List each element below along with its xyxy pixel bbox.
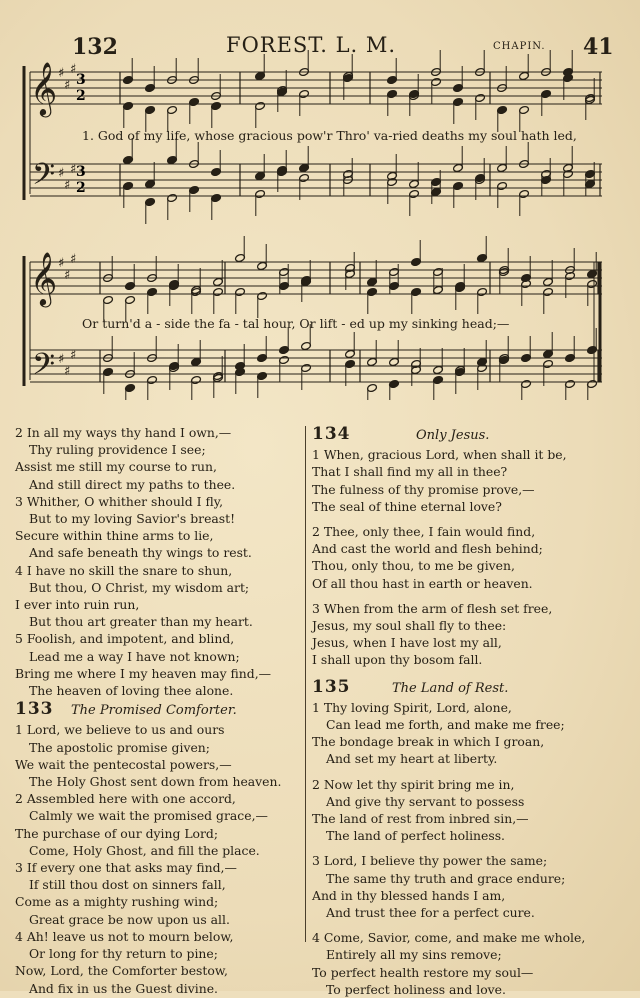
hymn-135-heading	[312, 676, 627, 697]
verse-line: Assist me still my course to run,	[15, 459, 217, 475]
hymn-title: The Land of Rest.	[392, 680, 509, 696]
hymn-134-verses	[312, 446, 627, 668]
page-number: 41	[583, 34, 614, 60]
verse-line: But to my loving Savior's breast!	[29, 511, 236, 527]
sharp-sign: ♯	[64, 364, 71, 379]
verse-line: 2 In all my ways thy hand I own,—	[15, 425, 232, 440]
column-divider	[305, 426, 306, 942]
verse-line: The bondage break in which I groan,	[312, 734, 545, 750]
lyric-line-2: Or turn'd a - side the fa - tal hour, Or lift - ed up my sinking head;—	[82, 316, 510, 331]
lyric-line-1: 1. God of my life, whose gracious pow'r Thro' va-ried deaths my soul hath led,	[82, 128, 577, 143]
verse-2	[312, 776, 627, 845]
verse-line: We wait the pentecostal powers,—	[15, 756, 232, 772]
sharp-sign: ♯	[58, 352, 65, 367]
verse-line: 1 Lord, we believe to us and ours	[15, 722, 225, 738]
verse-line: Jesus, when I have lost my all,	[312, 635, 502, 651]
verse-line: And cast the world and flesh behind;	[312, 541, 543, 557]
verse-line: Come, Holy Ghost, and fill the place.	[29, 842, 260, 858]
music-notation	[0, 0, 640, 400]
verse-5	[15, 630, 300, 699]
sharp-sign: ♯	[64, 178, 71, 193]
verse-3	[312, 852, 627, 921]
verse-line: 5 Foolish, and impotent, and blind,	[15, 631, 235, 647]
treble-clef-1: 𝄞	[30, 61, 58, 115]
verse-line: Bring me where I my heaven may find,—	[15, 665, 272, 681]
verse-line: Come as a mighty rushing wind;	[15, 894, 219, 910]
verse-line: 1 Thy loving Spirit, Lord, alone,	[312, 699, 512, 715]
sharp-sign: ♯	[58, 166, 65, 181]
sharp-sign: ♯	[70, 348, 77, 363]
verse-line: The apostolic promise given;	[29, 739, 210, 755]
verse-line: The fulness of thy promise prove,—	[312, 481, 535, 497]
tune-title: FOREST. L. M.	[226, 33, 397, 57]
verse-line: Thou, only thou, to me be given,	[312, 558, 515, 574]
verse-line: The Holy Ghost sent down from heaven.	[29, 774, 282, 790]
staff-lines	[30, 72, 602, 382]
hymn-number: 135	[312, 676, 351, 697]
verse-line: And safe beneath thy wings to rest.	[29, 545, 252, 561]
sharp-sign: ♯	[70, 62, 77, 77]
verse-line: The purchase of our dying Lord;	[15, 825, 219, 841]
verse-line: The seal of thine eternal love?	[312, 498, 502, 514]
verse-line: 3 If every one that asks may find,—	[15, 860, 237, 876]
verse-line: Or long for thy return to pine;	[29, 946, 218, 962]
verse-line: Lead me a way I have not known;	[29, 648, 240, 664]
verse-2	[312, 523, 627, 592]
verse-line: Calmly we wait the promised grace,—	[29, 808, 268, 824]
verse-line: The same thy truth and grace endure;	[326, 870, 566, 886]
verse-2	[15, 424, 300, 493]
composer-name: CHAPIN.	[493, 41, 546, 52]
verse-line: That I shall find my all in thee?	[312, 464, 508, 480]
verse-1	[312, 446, 627, 515]
hymn-number: 133	[15, 699, 54, 720]
verse-line: And fix in us the Guest divine.	[29, 980, 218, 996]
verse-line: 1 When, gracious Lord, when shall it be,	[312, 447, 567, 463]
hymn-134-heading	[312, 426, 627, 444]
verse-3	[312, 600, 627, 669]
sharp-sign: ♯	[58, 66, 65, 81]
hymn-number-132: 132	[72, 34, 118, 60]
hymn-133-verses	[15, 721, 300, 996]
verse-2	[15, 790, 300, 859]
right-column	[312, 424, 627, 998]
sharp-sign: ♯	[58, 256, 65, 271]
bass-clef-1: 𝄢	[32, 158, 56, 199]
hymn-135-verses	[312, 699, 627, 998]
treble-clef-2: 𝄞	[30, 251, 58, 305]
verse-line: Entirely all my sins remove;	[326, 947, 502, 963]
verse-line: The land of perfect holiness.	[326, 828, 505, 844]
hymn-title: Only Jesus.	[416, 428, 490, 443]
verse-line: If still thou dost on sinners fall,	[29, 877, 226, 893]
verse-line: 2 Assembled here with one accord,	[15, 791, 236, 807]
verse-line: 4 Ah! leave us not to mourn below,	[15, 928, 234, 944]
left-column	[15, 424, 300, 997]
time-sig-top-bass: 3	[76, 164, 86, 180]
verse-4	[15, 928, 300, 997]
time-sig-top-treble: 3	[76, 72, 86, 88]
time-sig-bottom-bass: 2	[76, 180, 86, 196]
verse-line: I shall upon thy bosom fall.	[312, 652, 483, 668]
verse-line: And trust thee for a perfect cure.	[326, 905, 535, 921]
verse-3	[15, 493, 300, 562]
sharp-sign: ♯	[70, 162, 77, 177]
verse-line: 2 Thee, only thee, I fain would find,	[312, 524, 536, 540]
verse-line: And in thy blessed hands I am,	[312, 887, 506, 903]
verse-line: Of all thou hast in earth or heaven.	[312, 575, 533, 591]
verse-line: Now, Lord, the Comforter bestow,	[15, 963, 228, 979]
hymn-132-verses	[15, 424, 300, 699]
verse-line: Jesus, my soul shall fly to thee:	[312, 618, 507, 634]
verse-line: To perfect health restore my soul—	[312, 964, 534, 980]
verse-4	[15, 562, 300, 631]
verse-line: 2 Now let thy spirit bring me in,	[312, 776, 515, 792]
verse-line: Secure within thine arms to lie,	[15, 528, 214, 544]
sharp-sign: ♯	[64, 268, 71, 283]
verse-line: But thou art greater than my heart.	[29, 614, 253, 630]
hymn-title: The Promised Comforter.	[71, 703, 237, 719]
verse-line: The heaven of loving thee alone.	[29, 683, 234, 699]
bass-clef-2: 𝄢	[32, 348, 56, 389]
barlines	[24, 66, 600, 386]
verse-line: 3 Whither, O whither should I fly,	[15, 493, 224, 509]
verse-line: Great grace be now upon us all.	[29, 911, 230, 927]
verse-line: To perfect holiness and love.	[326, 981, 506, 997]
time-sig-bottom-treble: 2	[76, 88, 86, 104]
verse-1	[312, 699, 627, 768]
hymn-133-heading	[15, 701, 300, 719]
clefs	[30, 61, 57, 389]
verse-line: Thy ruling providence I see;	[29, 442, 206, 458]
verse-line: 4 Come, Savior, come, and make me whole,	[312, 930, 586, 946]
verse-line: I ever into ruin run,	[15, 597, 140, 613]
verse-line: But thou, O Christ, my wisdom art;	[29, 579, 250, 595]
verse-3	[15, 859, 300, 928]
verse-line: 4 I have no skill the snare to shun,	[15, 562, 233, 578]
verse-1	[15, 721, 300, 790]
verse-4	[312, 929, 627, 998]
verse-line: And give thy servant to possess	[326, 793, 525, 809]
notes	[103, 50, 598, 400]
verse-line: 3 When from the arm of flesh set free,	[312, 600, 553, 616]
verse-line: The land of rest from inbred sin,—	[312, 811, 529, 827]
hymn-number: 134	[312, 424, 351, 444]
verse-line: Can lead me forth, and make me free;	[326, 717, 565, 733]
verse-line: And still direct my paths to thee.	[29, 476, 236, 492]
key-signatures	[58, 62, 76, 379]
verse-line: And set my heart at liberty.	[326, 751, 498, 767]
verse-line: 3 Lord, I believe thy power the same;	[312, 853, 548, 869]
sharp-sign: ♯	[64, 78, 71, 93]
sharp-sign: ♯	[70, 252, 77, 267]
